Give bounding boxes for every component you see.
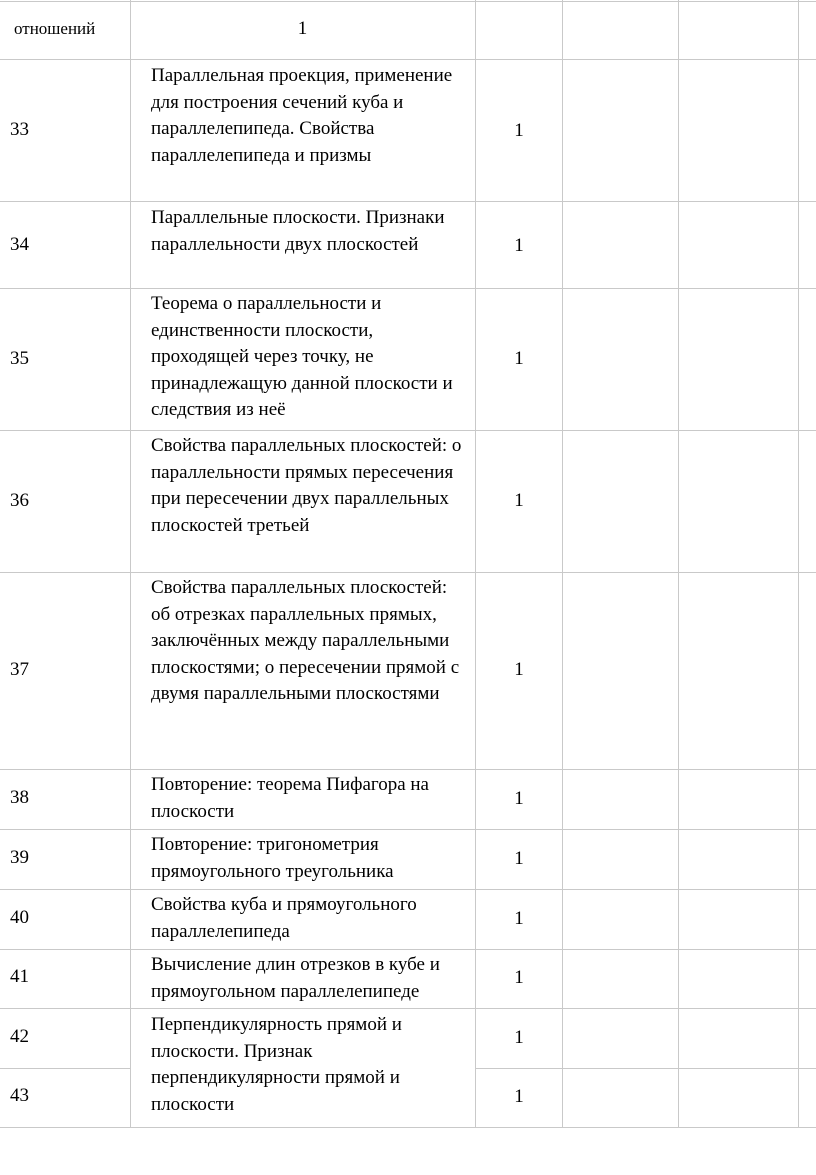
lesson-topic: Повторение: тригонометрия прямоугольного треугольника <box>151 834 394 882</box>
lesson-number: 35 <box>10 348 29 369</box>
lesson-topic: Свойства куба и прямоугольного параллелепипеда <box>151 894 417 942</box>
lesson-topic: Параллельные плоскости. Признаки параллельности двух плоскостей <box>151 207 445 255</box>
hours-cell: 1 <box>514 490 524 511</box>
row-line-partial <box>475 1068 816 1069</box>
lesson-topic: Параллельная проекция, применение для построения сечений куба и параллелепипеда. Свойства параллелепипеда и призмы <box>151 65 453 166</box>
row-line-partial <box>0 1068 130 1069</box>
hours-cell: 1 <box>514 848 524 869</box>
hours-cell: 1 <box>297 18 308 39</box>
col-line-3 <box>562 0 563 1127</box>
lesson-topic: Теорема о параллельности и единственности плоскости, проходящей через точку, не принадлежащую данной плоскости и следствия из неё <box>151 293 453 420</box>
lesson-number: 41 <box>10 966 29 987</box>
lesson-number: 38 <box>10 787 29 808</box>
col-line-2 <box>475 0 476 1127</box>
row-line <box>0 572 816 573</box>
lesson-number: 33 <box>10 119 29 140</box>
hours-cell: 1 <box>514 908 524 929</box>
lesson-number: 43 <box>10 1085 29 1106</box>
lesson-number: 36 <box>10 490 29 511</box>
topic-fragment: отношений <box>14 19 96 38</box>
lesson-topic: Свойства параллельных плоскостей: о параллельности прямых пересечения при пересечении двух параллельных плоскостей третьей <box>151 435 462 536</box>
lesson-topic: Повторение: теорема Пифагора на плоскости <box>151 774 429 822</box>
lesson-topic: Свойства параллельных плоскостей: об отрезках параллельных прямых, заключённых между параллельными плоскостями; о пересечении прямой с двумя параллельными плоскостями <box>151 577 460 704</box>
lesson-number: 42 <box>10 1026 29 1047</box>
row-line <box>0 1008 816 1009</box>
row-line <box>0 288 816 289</box>
lesson-topic: Вычисление длин отрезков в кубе и прямоугольном параллелепипеде <box>151 954 440 1002</box>
row-line <box>0 769 816 770</box>
hours-cell: 1 <box>514 1027 524 1048</box>
row-line <box>0 829 816 830</box>
hours-cell: 1 <box>514 120 524 141</box>
lesson-number: 37 <box>10 659 29 680</box>
lesson-number: 39 <box>10 847 29 868</box>
lesson-topic: Перпендикулярность прямой и плоскости. Признак перпендикулярности прямой и плоскости <box>151 1014 402 1115</box>
row-line <box>0 59 816 60</box>
row-line <box>0 1 816 2</box>
lesson-number: 34 <box>10 234 29 255</box>
hours-cell: 1 <box>514 967 524 988</box>
hours-cell: 1 <box>514 348 524 369</box>
col-line-1 <box>130 0 131 1127</box>
row-line <box>0 1127 816 1128</box>
hours-cell: 1 <box>514 235 524 256</box>
hours-cell: 1 <box>514 659 524 680</box>
row-line <box>0 949 816 950</box>
col-line-4 <box>678 0 679 1127</box>
row-line <box>0 430 816 431</box>
hours-cell: 1 <box>514 788 524 809</box>
hours-cell: 1 <box>514 1086 524 1107</box>
row-line <box>0 889 816 890</box>
row-line <box>0 201 816 202</box>
col-line-5 <box>798 0 799 1127</box>
lesson-number: 40 <box>10 907 29 928</box>
